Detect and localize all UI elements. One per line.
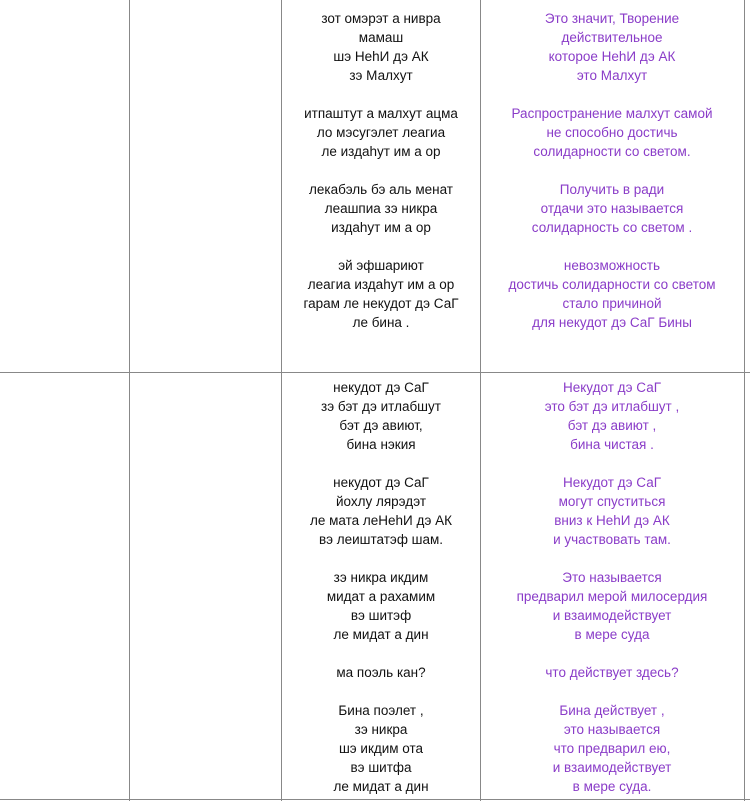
text-line: и участвовать там. xyxy=(553,532,671,547)
text-line: бина нэкия xyxy=(346,437,416,452)
text-line: зот омэрэт а нивра xyxy=(321,11,441,26)
text-line: Некудот дэ СаГ xyxy=(562,475,662,490)
text-line: невозможность xyxy=(563,258,661,273)
text-line: предварил мерой милосердия xyxy=(516,589,708,604)
text-line: некудот дэ СаГ xyxy=(333,380,429,395)
text-line: Получить в ради xyxy=(559,182,665,197)
text-line: ма поэль кан? xyxy=(336,665,426,680)
text-line: солидарность со светом . xyxy=(531,220,693,235)
text-line: в мере суда xyxy=(574,627,650,642)
text-line: йохлу лярэдэт xyxy=(335,494,427,509)
text-line: Некудот дэ СаГ xyxy=(562,380,662,395)
text-line: вэ шитфа xyxy=(350,760,412,775)
row-divider xyxy=(0,372,750,373)
column-divider xyxy=(744,0,745,801)
text-line: леагиа издаhут им а ор xyxy=(307,277,455,292)
text-line: итпаштут а малхут ацма xyxy=(304,106,458,121)
text-line: и взаимодействует xyxy=(552,760,672,775)
text-line: ле мидат а дин xyxy=(333,627,429,642)
text-line: Бина действует , xyxy=(559,703,665,718)
text-line: стало причиной xyxy=(562,296,662,311)
text-line: бэт дэ авиют, xyxy=(339,418,423,433)
text-line: для некудот дэ СаГ Бины xyxy=(532,315,692,330)
text-line: ле мидат а дин xyxy=(333,779,429,794)
text-line: ле издаhут им а ор xyxy=(321,144,441,159)
text-line: достичь солидарности со светом xyxy=(508,277,716,292)
text-line: вэ шитэф xyxy=(350,608,412,623)
text-line: Это называется xyxy=(562,570,662,585)
text-line: это называется xyxy=(563,722,661,737)
text-line: солидарности со светом. xyxy=(533,144,691,159)
text-line: зэ никра xyxy=(354,722,408,737)
column-divider xyxy=(129,0,130,801)
text-line: вэ леиштатэф шам. xyxy=(318,532,444,547)
text-line: не способно достичь xyxy=(546,125,678,140)
text-line: и взаимодействует xyxy=(552,608,672,623)
text-line: шэ икдим ота xyxy=(338,741,424,756)
text-line: эй эфшариют xyxy=(338,258,424,273)
text-line: зэ бэт дэ итлабшут xyxy=(321,399,441,414)
text-line: ле мата леНеhИ дэ АК xyxy=(309,513,453,528)
text-line: это бэт дэ итлабшут , xyxy=(544,399,680,414)
text-line: леашпиа зэ никра xyxy=(324,201,438,216)
text-line: издаhут им а ор xyxy=(331,220,431,235)
text-line: зэ никра икдим xyxy=(333,570,429,585)
text-line: вниз к НеhИ дэ АК xyxy=(554,513,670,528)
text-line: мамаш xyxy=(358,30,404,45)
text-line: которое НеhИ дэ АК xyxy=(548,49,676,64)
text-line: это Малхут xyxy=(576,68,648,83)
text-line: зэ Малхут xyxy=(349,68,413,83)
text-line: лекабэль бэ аль менат xyxy=(309,182,453,197)
text-line: ле бина . xyxy=(352,315,410,330)
text-line: что предварил ею, xyxy=(553,741,671,756)
row-divider xyxy=(0,799,750,800)
text-line: что действует здесь? xyxy=(545,665,679,680)
text-line: действительное xyxy=(561,30,663,45)
text-line: шэ НеhИ дэ АК xyxy=(333,49,429,64)
column-divider xyxy=(480,0,481,801)
text-line: мидат а рахамим xyxy=(326,589,436,604)
text-line: Это значит, Творение xyxy=(544,11,680,26)
column-divider xyxy=(281,0,282,801)
text-line: бэт дэ авиют , xyxy=(567,418,657,433)
text-line: некудот дэ СаГ xyxy=(333,475,429,490)
text-line: могут спуститься xyxy=(558,494,666,509)
text-line: в мере суда. xyxy=(572,779,652,794)
text-line: бина чистая . xyxy=(570,437,654,452)
text-line: гарам ле некудот дэ СаГ xyxy=(303,296,459,311)
text-line: Бина поэлет , xyxy=(338,703,424,718)
text-line: Распространение малхут самой xyxy=(511,106,713,121)
text-line: ло мэсугэлет леагиа xyxy=(316,125,446,140)
text-line: отдачи это называется xyxy=(540,201,684,216)
